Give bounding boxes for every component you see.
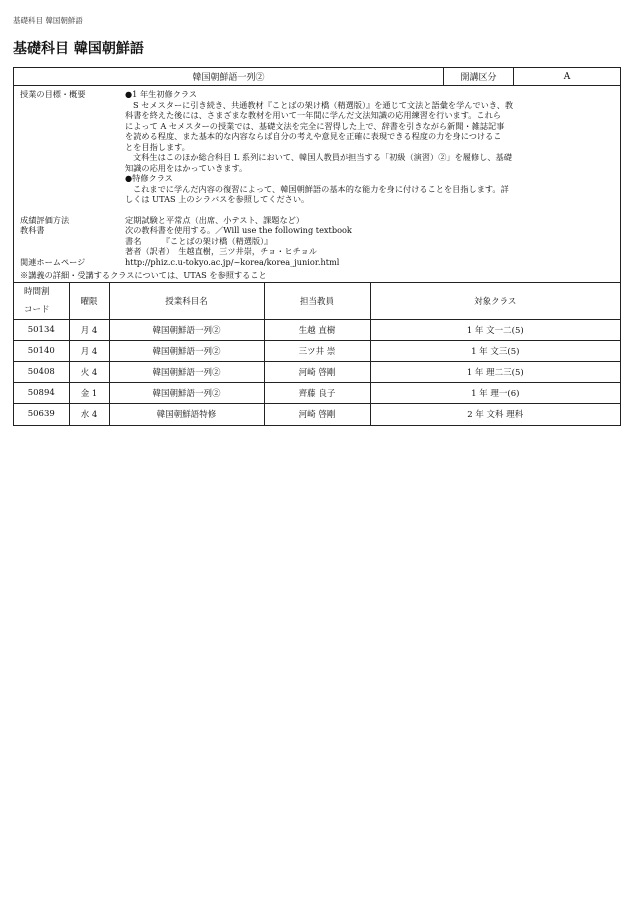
homepage-label: 関連ホームページ <box>20 256 86 267</box>
running-head: 基礎科目 韓国朝鮮語 <box>13 16 83 25</box>
target-header: 対象クラス <box>370 283 620 320</box>
subject-header: 授業科目名 <box>109 283 264 320</box>
eval-label: 成績評価方法 <box>20 214 70 225</box>
kubun-value: A <box>563 71 571 82</box>
row-code: 50639 <box>14 404 69 425</box>
course-name: 韓国朝鮮語一列② <box>14 68 444 85</box>
table-row <box>14 341 620 362</box>
goal-body <box>125 89 614 205</box>
textbook-line: 書名 『ことばの架け橋（精選版）』 <box>125 235 273 246</box>
goal-label: 授業の目標・概要 <box>20 89 86 99</box>
eval-row <box>20 215 614 226</box>
goal-line: 知識の応用をはかっていきます。 <box>125 162 248 173</box>
homepage-link[interactable]: http://phiz.c.u-tokyo.ac.jp/~korea/korea_junior.html <box>125 256 340 267</box>
row-code: 50140 <box>14 341 69 362</box>
row-teacher: 河崎 啓剛 <box>264 362 370 383</box>
goal-line: これまでに学んだ内容の復習によって、韓国朝鮮語の基本的な能力を身に付けることを目指します。詳 <box>133 183 509 194</box>
row-teacher: 齊藤 良子 <box>264 383 370 404</box>
homepage-row <box>20 257 614 268</box>
row-subject: 韓国朝鮮語一列② <box>109 383 264 404</box>
code-header-line1: 時間割 <box>24 287 50 297</box>
textbook-label: 教科書 <box>20 225 45 235</box>
code-header-line2: コード <box>24 305 50 315</box>
utas-note: ※講義の詳細・受講するクラスについては、UTAS を参照すること <box>20 270 267 280</box>
goal-line: 文科生はこのほか総合科目 L 系列において、韓国人教員が担当する「初級（演習）②」を履修し、基礎 <box>133 152 512 162</box>
goal-line: しくは UTAS 上のシラバスを参照してください。 <box>125 194 310 204</box>
row-subject: 韓国朝鮮語一列② <box>109 320 264 341</box>
textbook-line: 次の教科書を使用する。／Will use the following textbook <box>125 225 352 235</box>
row-period: 火 4 <box>69 362 109 383</box>
course-header-row <box>14 68 620 86</box>
goal-line: 科書を終えた後には、さまざまな教材を用いて一年間に学んだ文法知識の応用練習を行います。これら <box>125 110 501 120</box>
row-period: 水 4 <box>69 404 109 425</box>
page-title: 基礎科目 韓国朝鮮語 <box>13 41 144 57</box>
goal-line: を読める程度、また基本的な内容ならば自分の考えや意見を正確に表現できる程度の力を身につけるこ <box>125 131 502 141</box>
table-row <box>14 362 620 383</box>
goal-line: によって A セメスターの授業では、基礎文法を完全に習得した上で、辞書を引きながら新聞・雑誌記事 <box>125 120 505 131</box>
class-table-header <box>14 283 620 320</box>
code-header <box>14 283 69 320</box>
table-row <box>14 320 620 341</box>
row-subject: 韓国朝鮮語特修 <box>109 404 264 425</box>
goal-line: ●1 年生初修クラス <box>125 89 198 99</box>
row-code: 50894 <box>14 383 69 404</box>
goal-row <box>20 89 614 205</box>
teacher-header: 担当教員 <box>264 283 370 320</box>
eval-value: 定期試験と平常点（出席、小テスト、課題など） <box>125 214 305 225</box>
goal-line: ●特修クラス <box>125 173 173 183</box>
table-row <box>14 383 620 404</box>
row-period: 金 1 <box>69 383 109 404</box>
textbook-row <box>20 225 614 257</box>
row-subject: 韓国朝鮮語一列② <box>109 362 264 383</box>
row-code: 50134 <box>14 320 69 341</box>
period-header: 曜限 <box>69 283 109 320</box>
syllabus-frame <box>13 67 621 426</box>
table-row <box>14 404 620 425</box>
textbook-body <box>125 225 614 257</box>
row-teacher: 生越 直樹 <box>264 320 370 341</box>
row-subject: 韓国朝鮮語一列② <box>109 341 264 362</box>
course-info <box>14 86 620 267</box>
row-target: 1 年 文三(5) <box>370 341 620 362</box>
goal-line: とを目指します。 <box>125 141 190 152</box>
row-teacher: 三ツ井 崇 <box>264 341 370 362</box>
goal-line: S セメスターに引き続き、共通教材『ことばの架け橋（精選版）』を通じて文法と語彙を学んでいき、教 <box>133 99 514 110</box>
textbook-line: 著者（訳者） 生越直樹，三ツ井崇，チョ・ヒチョル <box>125 246 317 256</box>
class-table <box>14 282 620 425</box>
row-target: 2 年 文科 理科 <box>370 404 620 425</box>
row-teacher: 河崎 啓剛 <box>264 404 370 425</box>
kubun-label: 開講区分 <box>444 68 514 85</box>
row-target: 1 年 理一(6) <box>370 383 620 404</box>
row-target: 1 年 理二三(5) <box>370 362 620 383</box>
row-target: 1 年 文一二(5) <box>370 320 620 341</box>
row-code: 50408 <box>14 362 69 383</box>
row-period: 月 4 <box>69 341 109 362</box>
row-period: 月 4 <box>69 320 109 341</box>
